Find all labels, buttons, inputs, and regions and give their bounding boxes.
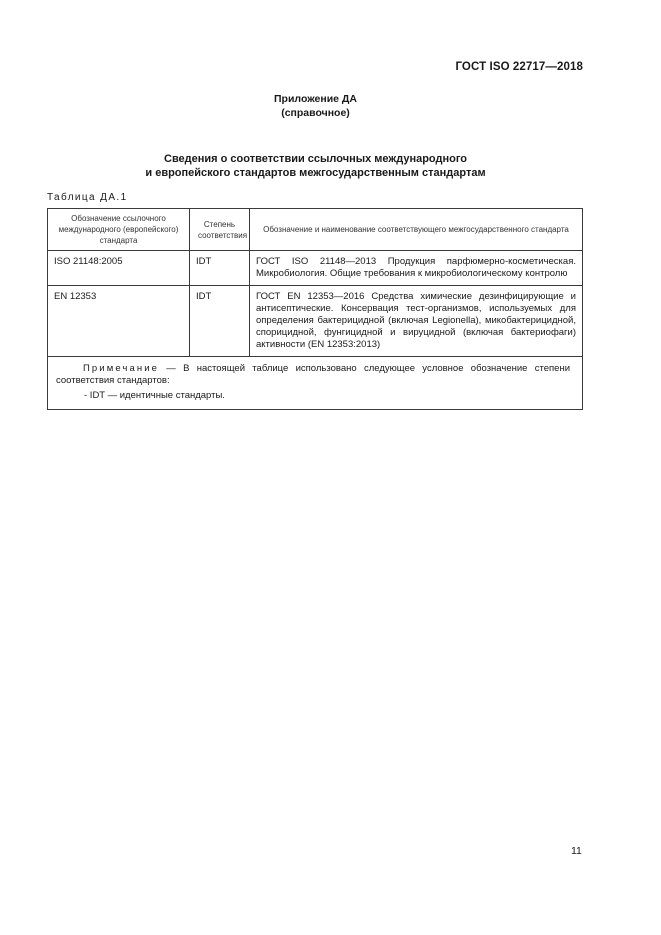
header-interstate-standard: Обозначение и наименование соответствующего межгосударственного стандарта	[250, 209, 583, 251]
cell-degree: IDT	[190, 251, 250, 286]
note-paragraph	[56, 363, 570, 387]
correspondence-table	[47, 208, 583, 410]
table-row	[48, 251, 583, 286]
table-note	[48, 357, 583, 410]
cell-reference-standard: ISO 21148:2005	[48, 251, 190, 286]
header-reference-standard: Обозначение ссылочного международного (европейского) стандарта	[48, 209, 190, 251]
cell-interstate-standard: ГОСТ ISO 21148—2013 Продукция парфюмерно-косметическая. Микробиология. Общие требования к микробиологическому контролю	[250, 251, 583, 286]
table-header-row	[48, 209, 583, 251]
annex-heading-line-2: и европейского стандартов межгосударственным стандартам	[145, 167, 486, 179]
annex-subtitle: (справочное)	[281, 107, 350, 119]
annex-heading	[0, 152, 631, 180]
annex-heading-line-1: Сведения о соответствии ссылочных международного	[164, 153, 467, 165]
header-degree-of-correspondence: Степень соответствия	[190, 209, 250, 251]
table-note-row	[48, 357, 583, 410]
page-number: 11	[571, 845, 582, 857]
note-list-item: - IDT — идентичные стандарты.	[84, 390, 225, 401]
table-row	[48, 286, 583, 357]
note-text: В настоящей таблице использовано следующее условное обозначение степени соответствия стандартов:	[56, 363, 570, 386]
document-code: ГОСТ ISO 22717—2018	[455, 61, 583, 73]
table-caption: Таблица ДА.1	[47, 192, 128, 203]
cell-reference-standard: EN 12353	[48, 286, 190, 357]
annex-title: Приложение ДА	[274, 93, 357, 105]
note-label: Примечание	[83, 363, 159, 374]
cell-interstate-standard: ГОСТ EN 12353—2016 Средства химические дезинфицирующие и антисептические. Консервация тест-организмов, используемых для определения бактерицидной (включая Legionella), микобактерицидной, спорицидной, фунгицидной и вируцидной (включая бактериофаги) активности (EN 12353:2013)	[250, 286, 583, 357]
note-dash: —	[159, 363, 184, 374]
cell-degree: IDT	[190, 286, 250, 357]
annex-header	[0, 92, 631, 120]
